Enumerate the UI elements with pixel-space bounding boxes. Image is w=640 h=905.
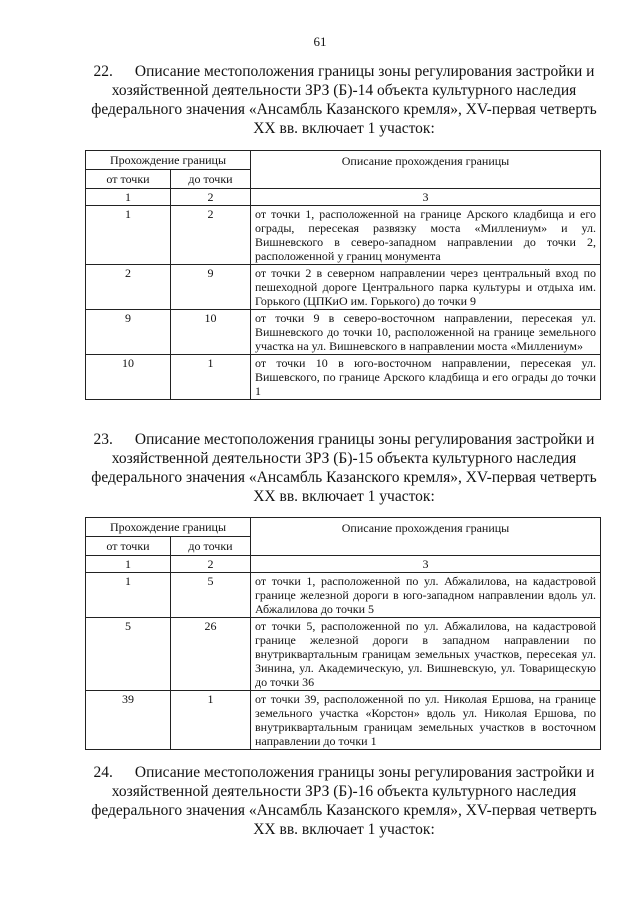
column-number: 3 — [251, 556, 601, 573]
table-row — [86, 691, 601, 750]
from-point: 10 — [86, 355, 171, 400]
to-point: 1 — [171, 355, 251, 400]
boundary-description: от точки 1, расположенной по ул. Абжалилова, на кадастровой границе железной дороги в юго-западном направлении вдоль ул. Абжалилова до точки 5 — [251, 573, 601, 618]
header-from-point: от точки — [86, 537, 171, 556]
header-from-point: от точки — [86, 170, 171, 189]
table-column-numbers — [86, 189, 601, 206]
section-number: 24. — [93, 764, 113, 781]
section-title-text: Описание местоположения границы зоны регулирования застройки и хозяйственной деятельности ЗРЗ (Б)-14 объекта культурного наследия федерального значения «Ансамбль Казанского кремля», XV-первая четверть XX вв. включает 1 участок: — [91, 63, 597, 137]
header-description: Описание прохождения границы — [251, 151, 601, 189]
table-row — [86, 618, 601, 691]
from-point: 2 — [86, 265, 171, 310]
page-number: 61 — [313, 34, 327, 49]
column-number: 1 — [86, 189, 171, 206]
from-point: 1 — [86, 206, 171, 265]
header-to-point: до точки — [171, 537, 251, 556]
boundary-description: от точки 39, расположенной по ул. Николая Ершова, на границе земельного участка «Корстон» вдоль ул. Николая Ершова, по внутриквартальным границам земельных участков в восточном направлении до точки 1 — [251, 691, 601, 750]
boundary-description: от точки 5, расположенной по ул. Абжалилова, на кадастровой границе железной дороги в западном направлении по внутриквартальным границам земельных участков, пересекая ул. Зинина, ул. Академическую, ул. Вишневскую, ул. Товарищескую до точки 36 — [251, 618, 601, 691]
header-boundary-passage: Прохождение границы — [86, 151, 251, 170]
from-point: 9 — [86, 310, 171, 355]
from-point: 5 — [86, 618, 171, 691]
table-row — [86, 310, 601, 355]
to-point: 1 — [171, 691, 251, 750]
to-point: 26 — [171, 618, 251, 691]
from-point: 1 — [86, 573, 171, 618]
section-number: 23. — [93, 431, 113, 448]
table-row — [86, 355, 601, 400]
to-point: 9 — [171, 265, 251, 310]
to-point: 5 — [171, 573, 251, 618]
section-title-text: Описание местоположения границы зоны регулирования застройки и хозяйственной деятельности ЗРЗ (Б)-16 объекта культурного наследия федерального значения «Ансамбль Казанского кремля», XV-первая четверть XX вв. включает 1 участок: — [91, 764, 597, 838]
column-number: 1 — [86, 556, 171, 573]
boundary-description: от точки 10 в юго-восточном направлении, пересекая ул. Вишевского, по границе Арского кладбища и его ограды до точки 1 — [251, 355, 601, 400]
boundary-description: от точки 1, расположенной на границе Арского кладбища и его ограды, пересекая развязку моста «Миллениум» и ул. Вишневского в северо-западном направлении до точки 2, расположенной у границ монумента — [251, 206, 601, 265]
header-description: Описание прохождения границы — [251, 518, 601, 556]
from-point: 39 — [86, 691, 171, 750]
to-point: 10 — [171, 310, 251, 355]
boundary-description: от точки 2 в северном направлении через центральный вход по пешеходной дороге Центрального парка культуры и отдыха им. Горького (ЦПКиО им. Горького) до точки 9 — [251, 265, 601, 310]
boundary-description: от точки 9 в северо-восточном направлении, пересекая ул. Вишневского до точки 10, расположенной на границе земельного участка на ул. Вишневского в направлении моста «Миллениум» — [251, 310, 601, 355]
table-column-numbers — [86, 556, 601, 573]
column-number: 2 — [171, 189, 251, 206]
column-number: 3 — [251, 189, 601, 206]
boundary-table-23 — [85, 517, 601, 750]
section-number: 22. — [93, 63, 113, 80]
header-boundary-passage: Прохождение границы — [86, 518, 251, 537]
table-row — [86, 265, 601, 310]
section-24-title — [84, 763, 604, 839]
boundary-table-22 — [85, 150, 601, 400]
table-row — [86, 573, 601, 618]
table-row — [86, 206, 601, 265]
table-header-row — [86, 151, 601, 170]
section-title-text: Описание местоположения границы зоны регулирования застройки и хозяйственной деятельности ЗРЗ (Б)-15 объекта культурного наследия федерального значения «Ансамбль Казанского кремля», XV-первая четверть XX вв. включает 1 участок: — [91, 431, 597, 505]
to-point: 2 — [171, 206, 251, 265]
column-number: 2 — [171, 556, 251, 573]
section-23-title — [84, 430, 604, 506]
section-22-title — [84, 62, 604, 138]
table-header-row — [86, 518, 601, 537]
header-to-point: до точки — [171, 170, 251, 189]
